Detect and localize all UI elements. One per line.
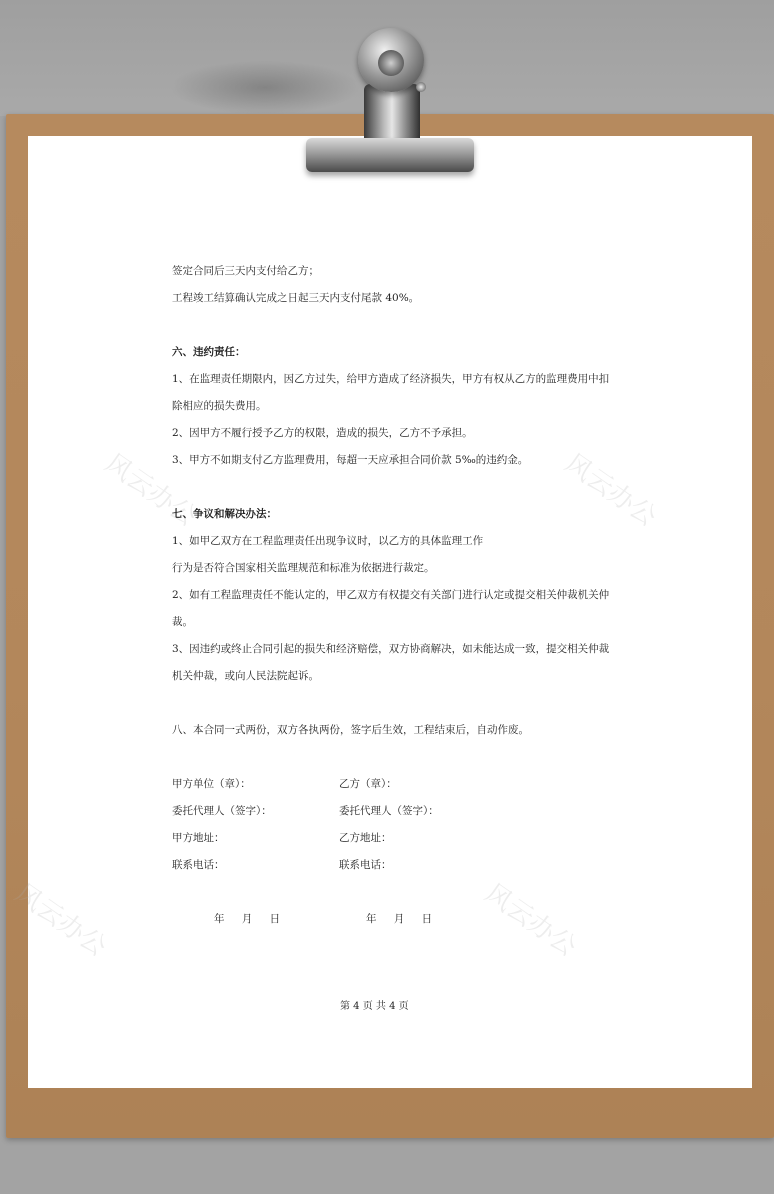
clip-neck [364,84,420,144]
section-heading: 八、本合同一式两份，双方各执两份，签字后生效，工程结束后，自动作废。 [172,724,529,736]
paragraph: 1、在监理责任期限内，因乙方过失，给甲方造成了经济损失，甲方有权从乙方的监理费用中扣 [172,373,610,385]
signature-label: 甲方地址： [172,832,225,844]
signature-date: 年 月 日 [366,913,433,925]
paragraph: 签定合同后三天内支付给乙方； [172,265,319,277]
clip-shadow [170,60,360,115]
signature-label: 甲方单位（章）： [172,778,251,790]
clip-base [306,138,474,172]
signature-label: 委托代理人（签字）： [339,805,439,817]
paragraph: 3、甲方不如期支付乙方监理费用，每超一天应承担合同价款 5‰的违约金。 [172,454,529,466]
section-heading: 六、违约责任： [172,346,246,358]
document-page [28,136,752,1088]
watermark: 风云办公 [99,448,202,533]
section-heading: 七、争议和解决办法： [172,508,277,520]
signature-label: 乙方（章）： [339,778,397,790]
signature-label: 联系电话： [172,859,225,871]
watermark: 风云办公 [9,878,112,963]
signature-date: 年 月 日 [214,913,281,925]
clip-ring-hole [378,50,404,76]
page-number: 第 4 页 共 4 页 [340,1001,409,1012]
paragraph: 行为是否符合国家相关监理规范和标准为依据进行裁定。 [172,562,435,574]
paragraph: 1、如甲乙双方在工程监理责任出现争议时，以乙方的具体监理工作 [172,535,484,547]
paragraph: 机关仲裁，或向人民法院起诉。 [172,670,319,682]
clip-hinge [416,82,426,92]
signature-label: 委托代理人（签字）： [172,805,272,817]
paragraph: 2、如有工程监理责任不能认定的，甲乙双方有权提交有关部门进行认定或提交相关仲裁机关仲 [172,589,610,601]
watermark: 风云办公 [479,878,582,963]
signature-label: 联系电话： [339,859,392,871]
paragraph: 裁。 [172,616,193,628]
watermark: 风云办公 [559,448,662,533]
paragraph: 工程竣工结算确认完成之日起三天内支付尾款 40%。 [172,292,420,304]
paragraph: 3、因违约或终止合同引起的损失和经济赔偿，双方协商解决，如未能达成一致，提交相关仲裁 [172,643,610,655]
paragraph: 除相应的损失费用。 [172,400,267,412]
paragraph: 2、因甲方不履行授予乙方的权限，造成的损失，乙方不予承担。 [172,427,473,439]
signature-label: 乙方地址： [339,832,392,844]
